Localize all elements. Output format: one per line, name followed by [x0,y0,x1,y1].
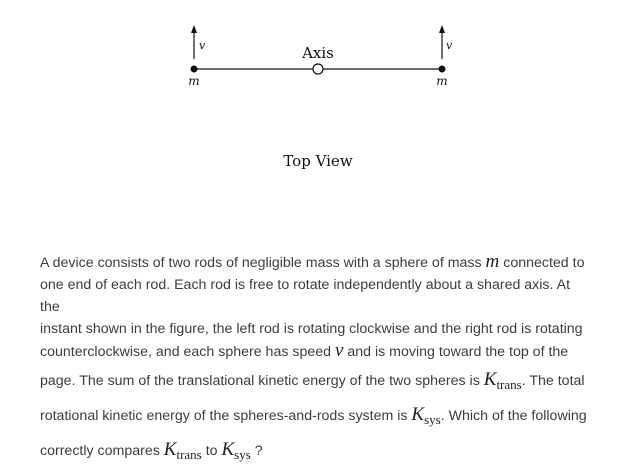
question-line-7: correctly compares Ktrans to Ksys ? [40,439,263,462]
speed-variable: v [334,340,344,361]
left-arrowhead [191,25,197,33]
question-line-2: one end of each rod. Each rod is free to rotate independently about a shared axis. At the [40,277,571,315]
figure-caption: Top View [283,152,353,170]
top-view-figure [0,0,627,200]
question-line-5: page. The sum of the translational kinetic energy of the two spheres is Ktrans. The total [40,369,585,392]
left-velocity-label: v [199,39,206,52]
axis-circle [313,64,323,74]
question-line-6: rotational kinetic energy of the spheres-and-rods system is Ksys. Which of the following [40,404,587,427]
right-mass-label: m [436,74,448,88]
right-arrowhead [439,25,445,33]
k-sys-symbol: K [411,404,425,425]
question-line-3: instant shown in the figure, the left rod is rotating clockwise and the right rod is rotating [40,321,583,337]
question-line-4: counterclockwise, and each sphere has speed v and is moving toward the top of the [40,340,569,361]
left-sphere [191,66,198,73]
left-mass-label: m [188,74,200,88]
k-trans-symbol: K [483,369,497,390]
right-velocity-label: v [446,39,453,52]
axis-label: Axis [302,44,334,62]
mass-variable: m [485,251,500,272]
right-sphere [439,66,446,73]
question-line-1: A device consists of two rods of negligible mass with a sphere of mass m connected to [40,251,585,272]
question-text [40,251,590,468]
